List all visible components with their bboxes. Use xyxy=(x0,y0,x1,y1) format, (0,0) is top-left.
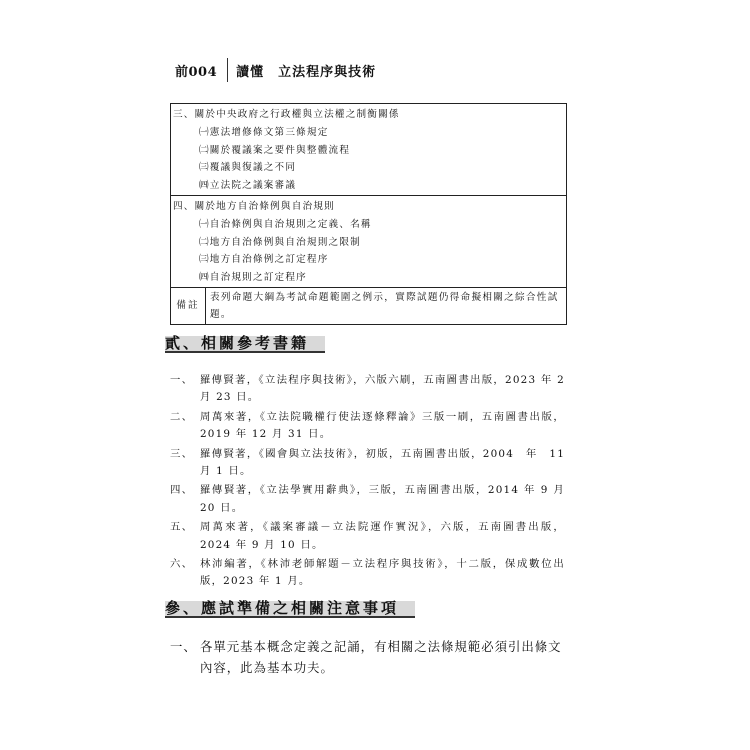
page-number: 前004 xyxy=(175,64,218,80)
exam-prep-list xyxy=(170,636,570,678)
outline-item: ㈠自治條例與自治規則之定義、名稱 xyxy=(199,218,372,230)
outline-item: ㈢覆議與復議之不同 xyxy=(199,162,297,174)
page-header xyxy=(175,58,376,82)
outline-item: ㈣立法院之議案審議 xyxy=(199,180,297,192)
section-heading-exam-prep xyxy=(165,597,409,618)
note-label: 備註 xyxy=(171,288,206,324)
exam-outline-table xyxy=(170,103,567,325)
list-item: 二、 周萬來著，《立法院職權行使法逐條釋論》三版一刷，五南圖書出版，2019 年 12 月 31 日。 xyxy=(170,410,565,441)
header-divider xyxy=(227,58,228,82)
list-item: 一、 羅傳賢著，《立法程序與技術》，六版六刷，五南圖書出版，2023 年 2 月 23 日。 xyxy=(170,374,565,404)
outline-item: ㈢地方自治條例之訂定程序 xyxy=(199,254,329,266)
outline-section-4 xyxy=(171,196,566,288)
section-heading-text: 貳、相關參考書籍 xyxy=(165,334,310,352)
list-item: 三、 羅傳賢著，《國會與立法技術》，初版，五南圖書出版，2004 年 11 月 1 日。 xyxy=(170,447,565,478)
note-text: 表列命題大綱為考試命題範圍之例示，實際試題仍得命擬相關之綜合性試題。 xyxy=(210,291,559,320)
outline-item: ㈡關於覆議案之要件與整體流程 xyxy=(199,144,351,156)
outline-section-title: 四、關於地方自治條例與自治規則 xyxy=(173,200,335,212)
list-item: 六、 林沛編著，《林沛老師解題－立法程序與技術》，十二版，保成數位出版，2023 年 1 月。 xyxy=(170,558,565,588)
reference-book-list xyxy=(170,372,565,593)
outline-item: ㈣自治規則之訂定程序 xyxy=(199,272,307,284)
outline-section-3 xyxy=(171,104,566,196)
book-title: 讀懂 立法程序與技術 xyxy=(236,64,377,80)
note-row xyxy=(171,288,566,324)
list-item: 四、 羅傳賢著，《立法學實用辭典》，三版，五南圖書出版，2014 年 9 月 20 日。 xyxy=(170,484,565,514)
section-heading-references xyxy=(165,332,319,353)
outline-section-title: 三、關於中央政府之行政權與立法權之制衡關係 xyxy=(173,109,400,120)
list-item: 五、 周萬來著，《議案審議－立法院運作實況》，六版，五南圖書出版，2024 年 9 月 10 日。 xyxy=(170,521,565,551)
outline-item: ㈡地方自治條例與自治規則之限制 xyxy=(199,236,361,248)
outline-item: ㈠憲法增修條文第三條規定 xyxy=(199,126,329,138)
section-heading-text: 參、應試準備之相關注意事項 xyxy=(165,599,400,617)
list-item: 一、 各單元基本概念定義之記誦，有相關之法條規範必須引出條文內容，此為基本功夫。 xyxy=(170,639,562,675)
